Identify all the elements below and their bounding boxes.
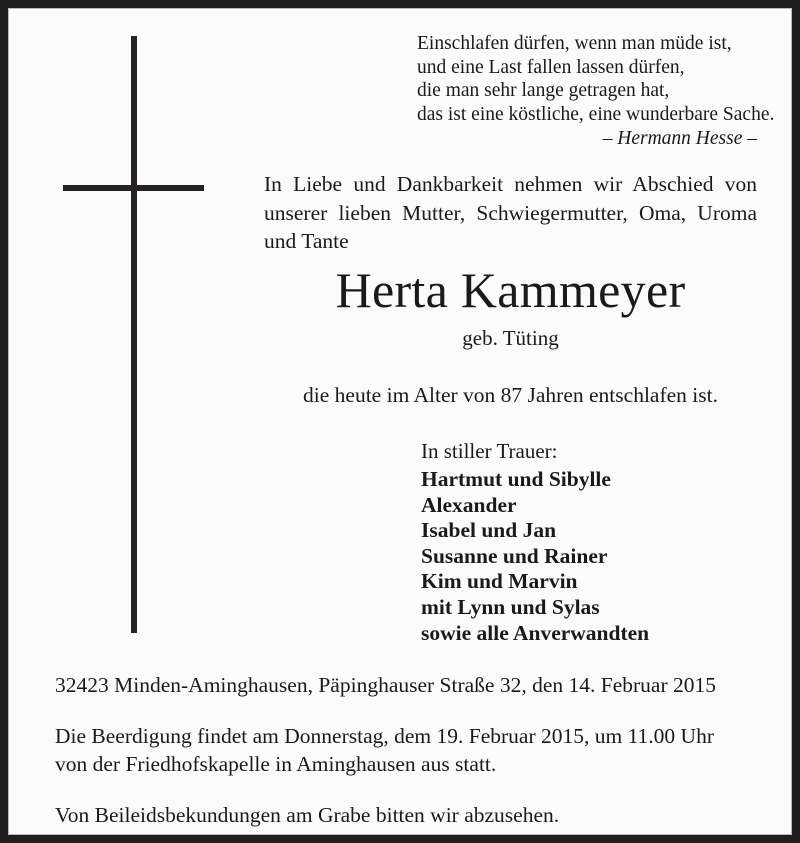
mourner-name: Isabel und Jan bbox=[421, 518, 557, 543]
cross-icon-vertical-bar bbox=[131, 36, 137, 633]
mourner-name: Susanne und Rainer bbox=[421, 543, 608, 568]
cross-icon-horizontal-bar bbox=[63, 185, 204, 191]
place-and-date-line: 32423 Minden-Aminghausen, Päpinghauser Straße 32, den 14. Februar 2015 bbox=[55, 673, 717, 697]
mourners-block bbox=[421, 436, 757, 646]
poem-line-4: das ist eine köstliche, eine wunderbare Sache. bbox=[417, 103, 775, 125]
notice-inner-frame bbox=[8, 8, 792, 835]
footer-spacer bbox=[55, 700, 761, 722]
poem-line-3: die man sehr lange getragen hat, bbox=[417, 80, 670, 101]
poem-line-1: Einschlafen dürfen, wenn man müde ist, bbox=[417, 33, 732, 54]
age-line: die heute im Alter von 87 Jahren entschlafen ist. bbox=[303, 383, 718, 407]
funeral-details-line-2: von der Friedhofskapelle in Aminghausen aus statt. bbox=[55, 752, 497, 776]
deceased-name: Herta Kammeyer bbox=[335, 262, 686, 318]
mourner-name: mit Lynn und Sylas bbox=[421, 594, 600, 619]
mourner-name: sowie alle Anverwandten bbox=[421, 620, 650, 645]
condolences-line: Von Beileidsbekundungen am Grabe bitten wir abzusehen. bbox=[55, 802, 560, 827]
footer-spacer bbox=[55, 779, 761, 801]
mourner-name: Kim und Marvin bbox=[421, 569, 578, 594]
mourners-heading: In stiller Trauer: bbox=[421, 439, 558, 463]
maiden-name: geb. Tüting bbox=[462, 326, 559, 350]
mourner-name: Hartmut und Sibylle bbox=[421, 467, 611, 491]
poem-line-2: und eine Last fallen lassen dürfen, bbox=[417, 56, 685, 78]
poem-attribution: – Hermann Hesse – bbox=[602, 128, 757, 149]
mourner-name: Alexander bbox=[421, 492, 517, 517]
intro-paragraph: In Liebe und Dankbarkeit nehmen wir Abschied von unserer lieben Mutter, Schwiegermutter, Oma, Uroma und Tante bbox=[264, 172, 757, 253]
funeral-details bbox=[55, 722, 761, 779]
funeral-details-line-1: Die Beerdigung findet am Donnerstag, dem 19. Februar 2015, um 11.00 Uhr bbox=[55, 723, 714, 748]
footer-block bbox=[55, 671, 761, 829]
poem-block bbox=[417, 32, 775, 151]
